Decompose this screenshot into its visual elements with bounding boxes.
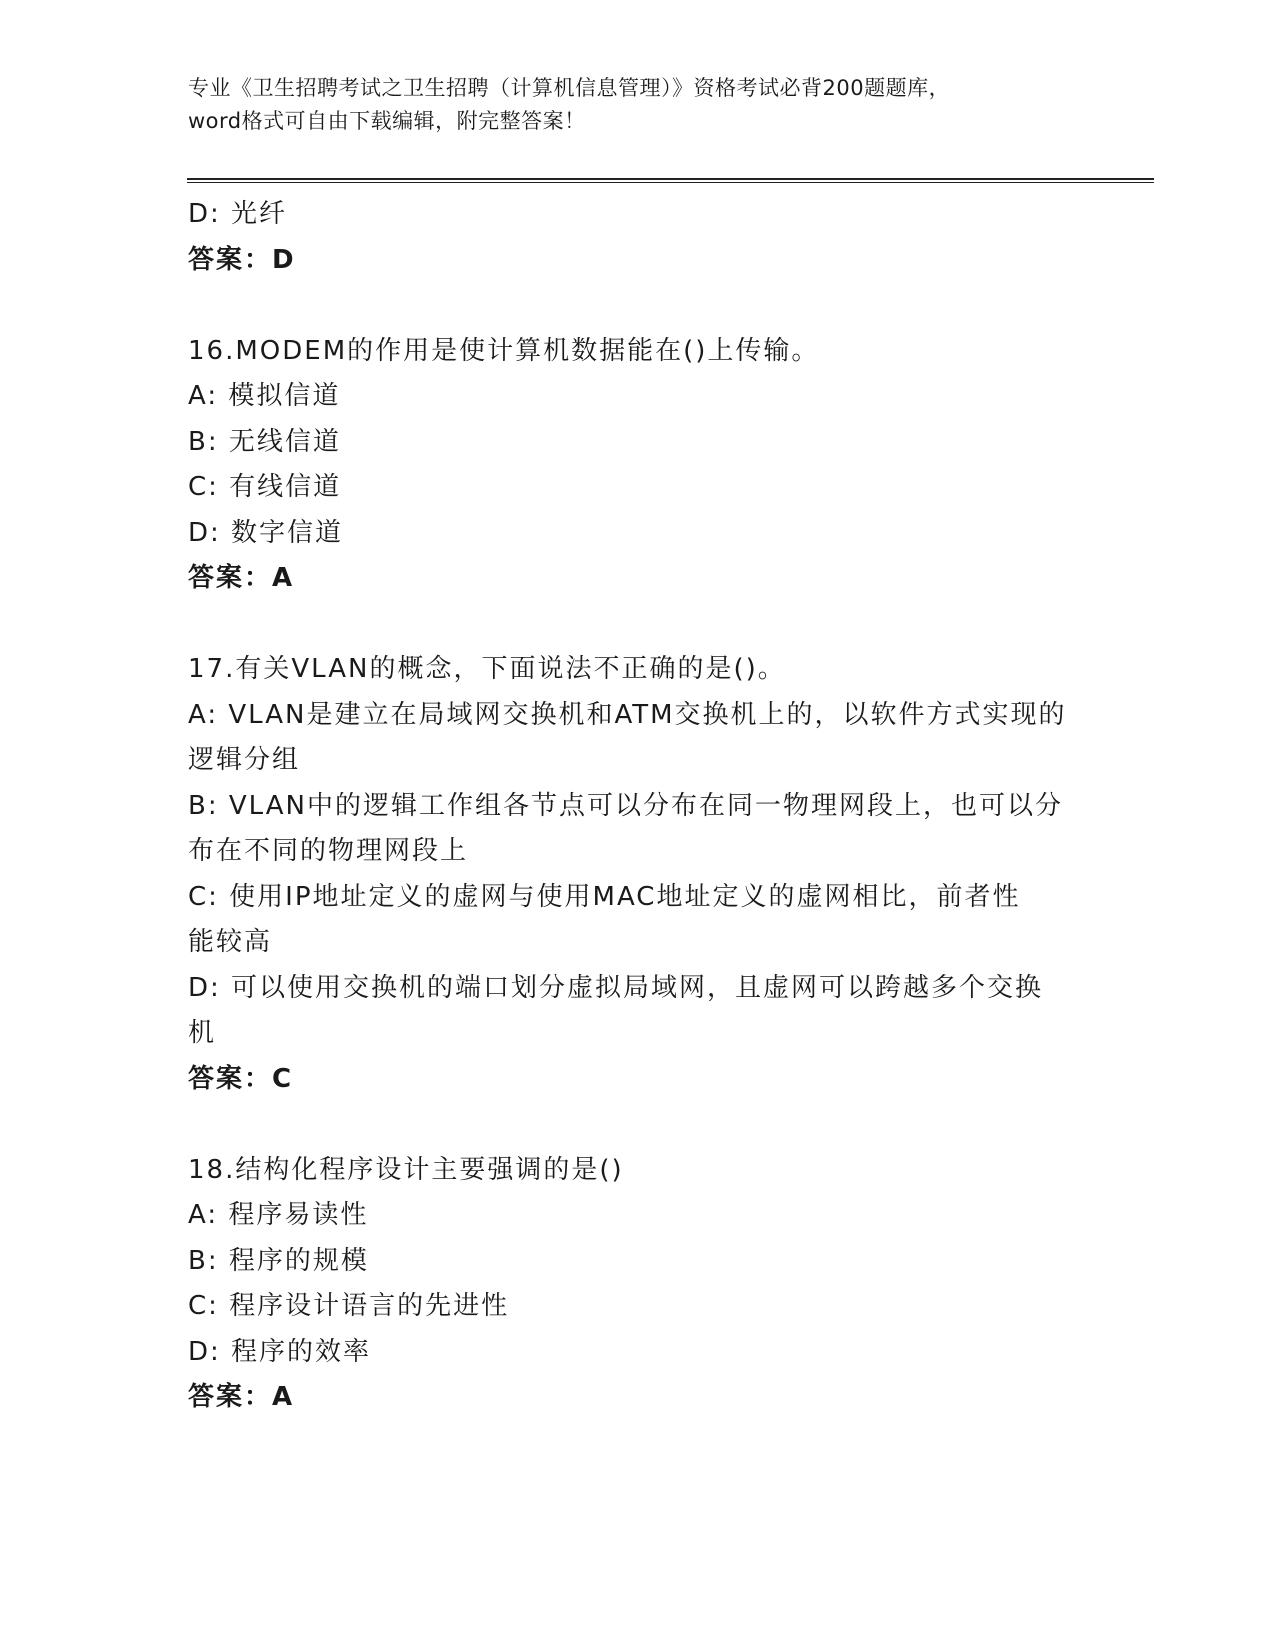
option-b: B: 程序的规模 (188, 1245, 369, 1276)
question-16 (188, 329, 1088, 602)
answer: 答案：A (188, 563, 295, 593)
option-d: D: 数字信道 (188, 517, 344, 548)
header-title-line-2: word格式可自由下载编辑，附完整答案！ (188, 109, 586, 133)
answer: 答案：D (188, 244, 296, 275)
spacer (188, 283, 1088, 329)
document-header (188, 72, 1088, 138)
answer: 答案：A (188, 1382, 295, 1412)
option-a: A: 程序易读性 (188, 1200, 369, 1230)
option-c: C: 程序设计语言的先进性 (188, 1291, 510, 1321)
option-b-continued: 布在不同的物理网段上 (188, 836, 469, 866)
option-c: C: 有线信道 (188, 472, 342, 502)
header-divider (187, 178, 1154, 183)
question-list (188, 192, 1088, 1421)
answer: 答案：C (188, 1063, 294, 1094)
option-d: D: 可以使用交换机的端口划分虚拟局域网，且虚网可以跨越多个交换 (188, 972, 1044, 1003)
question-stem: 17.有关VLAN的概念，下面说法不正确的是()。 (188, 654, 786, 684)
option-a: A: 模拟信道 (188, 381, 341, 411)
option-a: A: VLAN是建立在局域网交换机和ATM交换机上的，以软件方式实现的 (188, 699, 1067, 730)
option-d: D: 程序的效率 (188, 1336, 372, 1367)
option-d: D: 光纤 (188, 199, 288, 229)
option-a-continued: 逻辑分组 (188, 745, 301, 775)
option-b: B: VLAN中的逻辑工作组各节点可以分布在同一物理网段上，也可以分 (188, 790, 1063, 821)
question-18 (188, 1148, 1088, 1421)
header-title-line-1: 专业《卫生招聘考试之卫生招聘（计算机信息管理）》资格考试必背200题题库， (188, 76, 951, 100)
option-b: B: 无线信道 (188, 426, 341, 457)
question-17 (188, 647, 1088, 1102)
spacer (188, 1102, 1088, 1148)
question-15-fragment (188, 192, 1088, 283)
option-d-continued: 机 (188, 1018, 217, 1048)
spacer (188, 602, 1088, 648)
question-stem: 16.MODEM的作用是使计算机数据能在()上传输。 (188, 335, 820, 366)
option-c: C: 使用IP地址定义的虚网与使用MAC地址定义的虚网相比，前者性 (188, 881, 1021, 912)
question-stem: 18.结构化程序设计主要强调的是() (188, 1154, 624, 1185)
option-c-continued: 能较高 (188, 927, 273, 957)
